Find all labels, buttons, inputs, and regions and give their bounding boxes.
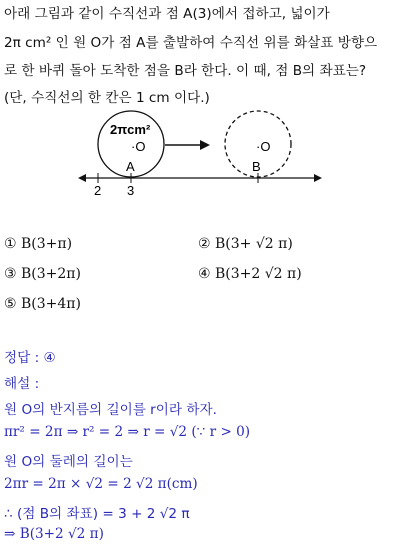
question-line-3: 로 한 바퀴 돌아 도착한 점을 B라 한다. 이 때, 점 B의 좌표는? <box>4 63 367 79</box>
explanation-step-5: ∴ (점 B의 좌표) = 3 + 2 √2 π <box>4 506 190 522</box>
question-line-4: (단, 수직선의 한 칸은 1 cm 이다.) <box>4 90 210 106</box>
tick-label-3: 3 <box>127 183 135 198</box>
correct-answer: 정답 : ④ <box>4 350 56 366</box>
option-text: B(3+ √2 π) <box>215 236 293 252</box>
tick-label-2: 2 <box>94 183 102 198</box>
right-arrowhead-icon <box>314 174 322 182</box>
option-2[interactable] <box>198 236 293 252</box>
option-number: ② <box>198 236 211 252</box>
option-number: ④ <box>198 266 211 282</box>
question-line-1: 아래 그림과 같이 수직선과 점 A(3)에서 접하고, 넓이가 <box>4 6 330 22</box>
left-arrowhead-icon <box>78 174 86 182</box>
center-label-right: ·O <box>256 139 271 154</box>
explanation-heading: 해설 : <box>4 376 40 392</box>
option-text: B(3+2 √2 π) <box>215 266 302 282</box>
option-number: ⑤ <box>4 296 17 312</box>
option-text: B(3+π) <box>21 236 73 252</box>
option-text: B(3+4π) <box>21 296 81 312</box>
option-number: ① <box>4 236 17 252</box>
direction-arrow-icon <box>200 140 210 150</box>
explanation-step-4: 2πr = 2π × √2 = 2 √2 π(cm) <box>4 476 198 492</box>
explanation-step-2: πr² = 2π ⇒ r² = 2 ⇒ r = √2 (∵ r > 0) <box>4 424 251 440</box>
number-line-figure <box>0 110 400 210</box>
explanation-step-6: ⇒ B(3+2 √2 π) <box>4 526 104 542</box>
option-3[interactable] <box>4 266 81 282</box>
center-label-left: ·O <box>131 139 146 154</box>
explanation-step-1: 원 O의 반지름의 길이를 r이라 하자. <box>4 402 217 418</box>
option-5[interactable] <box>4 296 81 312</box>
area-label: 2πcm² <box>110 122 151 137</box>
option-1[interactable] <box>4 236 72 252</box>
option-number: ③ <box>4 266 17 282</box>
explanation-step-3: 원 O의 둘레의 길이는 <box>4 454 133 470</box>
option-text: B(3+2π) <box>21 266 81 282</box>
point-b-label: B <box>252 159 261 174</box>
point-a-label: A <box>126 159 135 174</box>
option-4[interactable] <box>198 266 302 282</box>
question-line-2: 2π cm² 인 원 O가 점 A를 출발하여 수직선 위를 화살표 방향으 <box>4 35 378 51</box>
